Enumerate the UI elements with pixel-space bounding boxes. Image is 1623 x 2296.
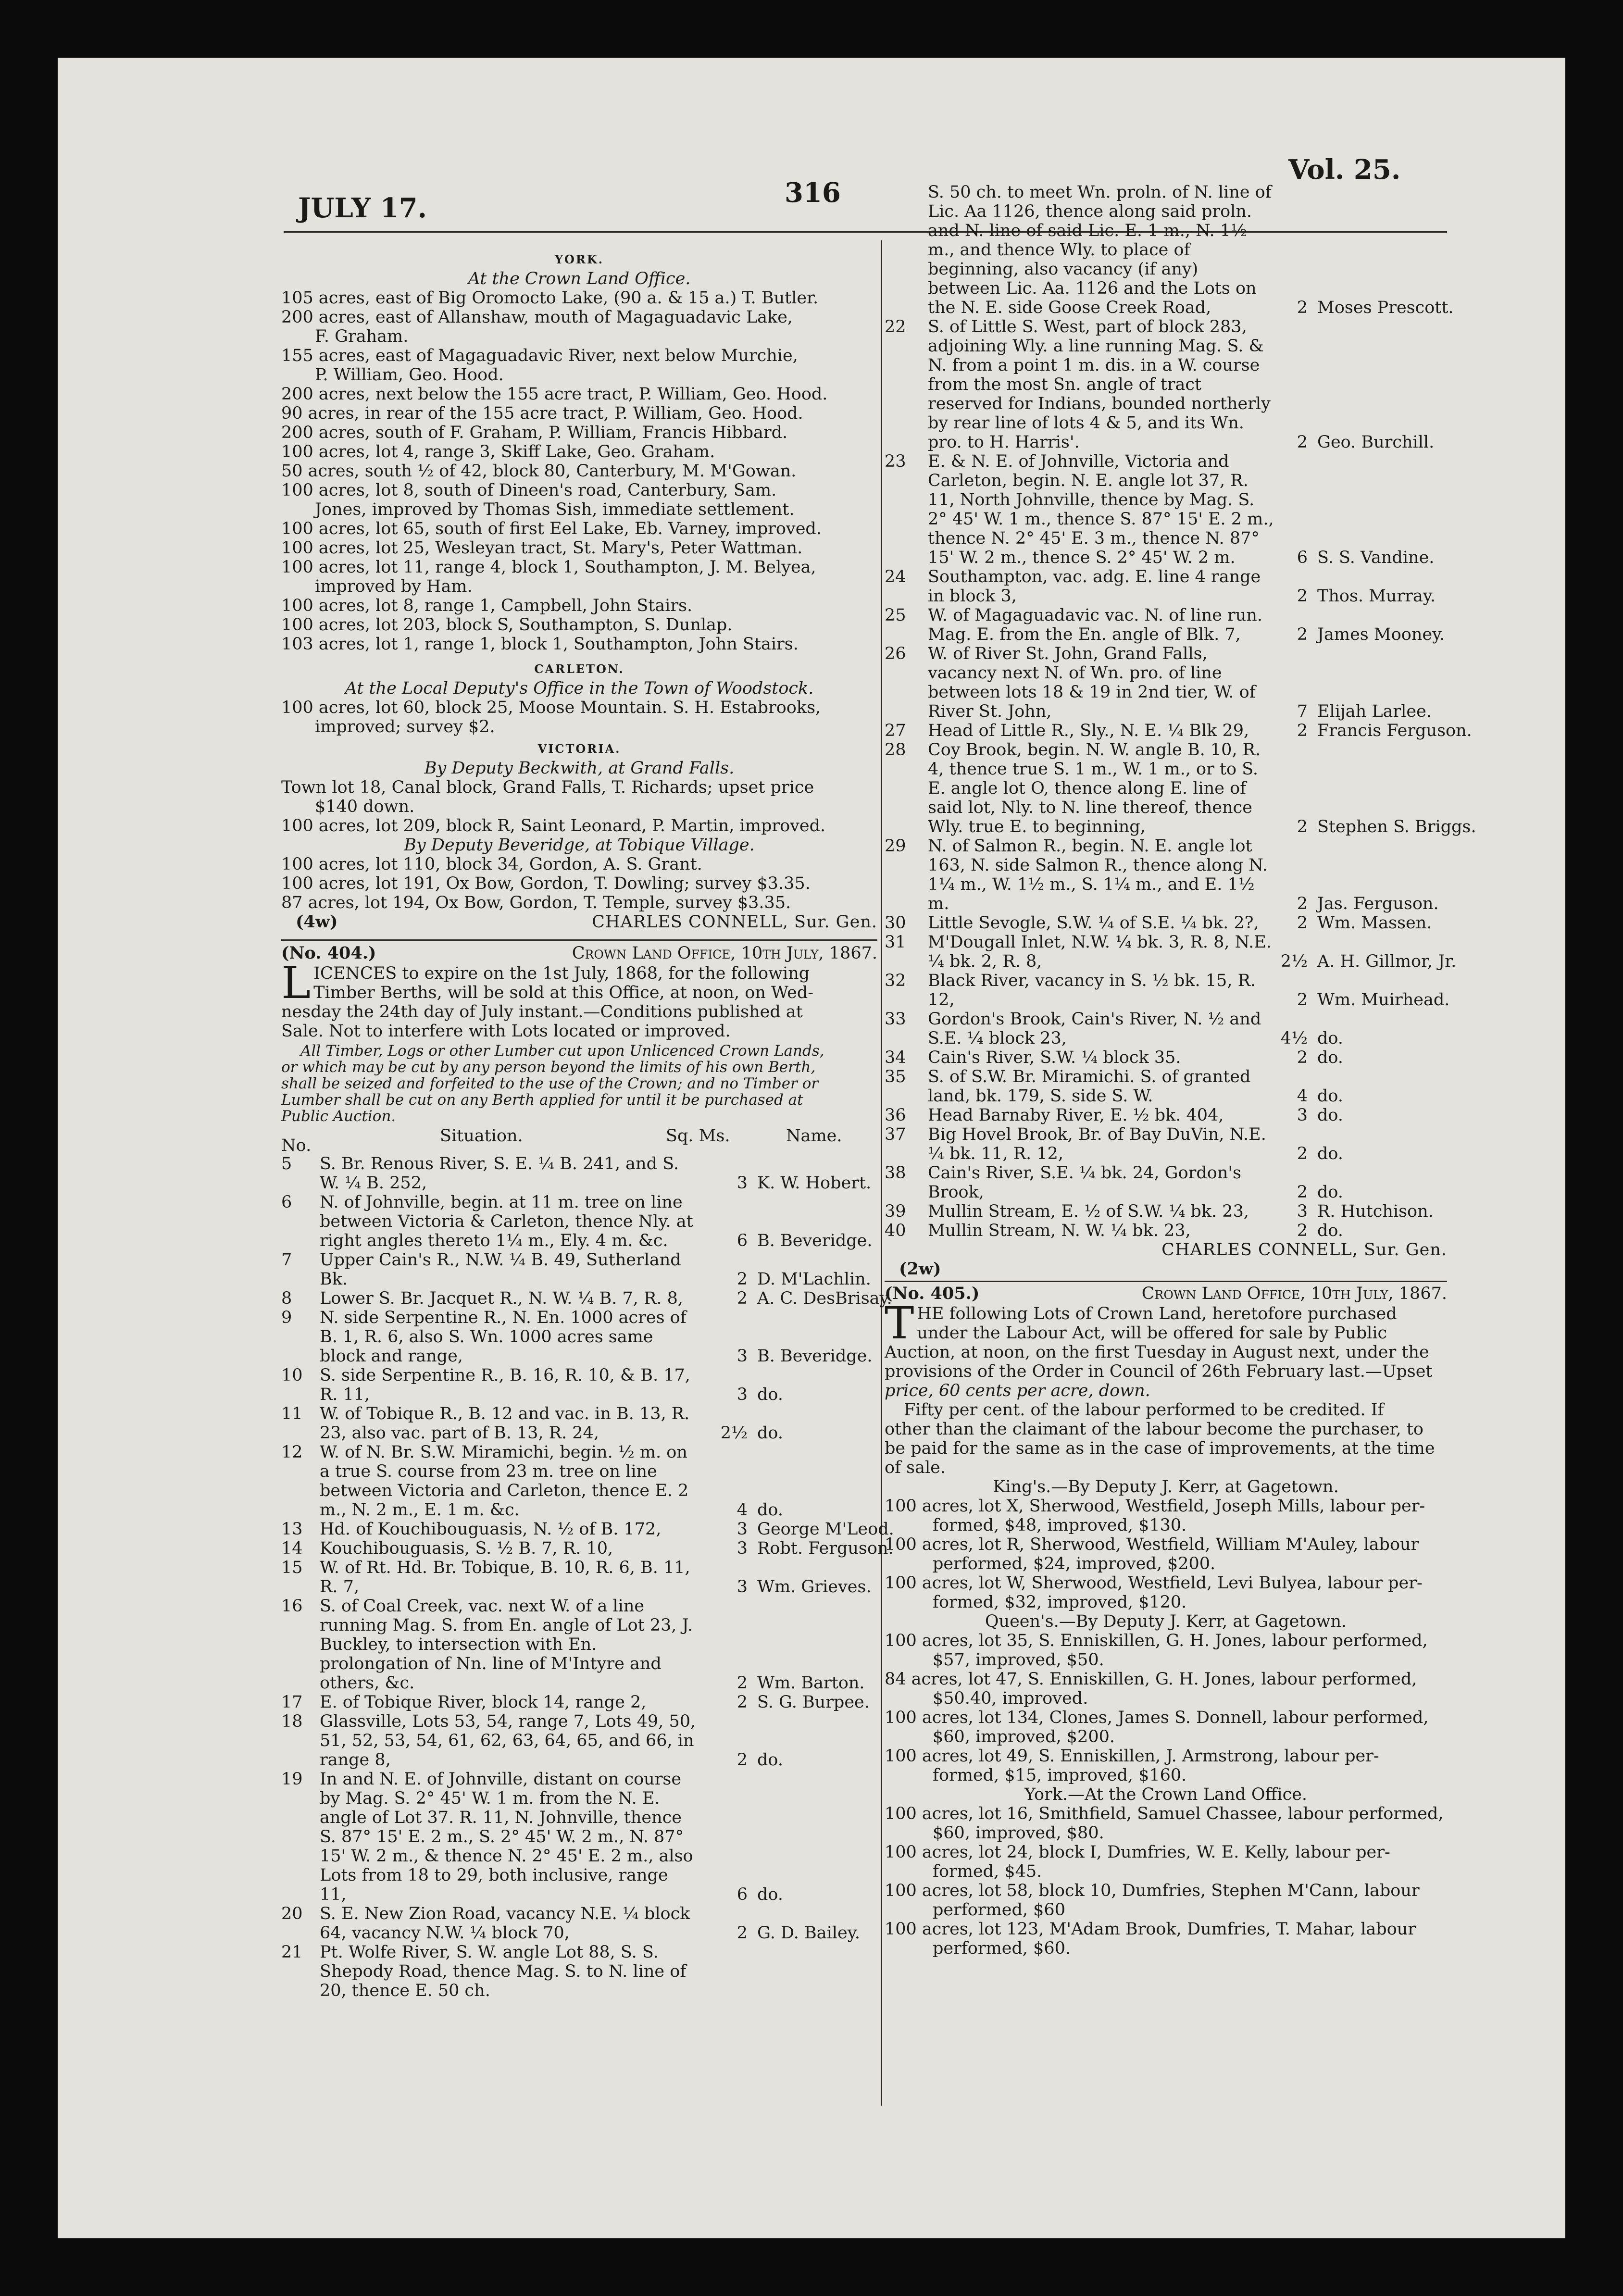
left-column — [281, 250, 894, 2000]
table-row — [885, 1221, 1447, 1240]
col-sq: Sq. Ms. — [666, 1126, 730, 1146]
row-name: do. — [1317, 1029, 1343, 1048]
kings-line: formed, $32, improved, $120. — [933, 1593, 1187, 1612]
row-situation: Gordon's Brook, Cain's River, N. ½ and S.E. ¼ block 23, — [928, 1010, 1261, 1048]
york-line: 200 acres, east of Allanshaw, mouth of Magaguadavic Lake, — [281, 308, 793, 327]
york-heading-right: York.—At the Crown Land Office. — [1024, 1785, 1308, 1804]
row-name: do. — [1317, 1086, 1343, 1106]
row-situation: Head Barnaby River, E. ½ bk. 404, — [928, 1106, 1224, 1125]
row-name: Wm. Massen. — [1317, 913, 1432, 933]
row-sq: 4 — [737, 1500, 748, 1520]
table-row — [281, 1904, 877, 1943]
carleton-office: At the Local Deputy's Office in the Town of Woodstock. — [345, 679, 814, 698]
row-situation: Cain's River, S.W. ¼ block 35. — [928, 1048, 1181, 1067]
york-list — [281, 288, 877, 654]
tobique-line: 87 acres, lot 194, Ox Bow, Gordon, T. Temple, survey $3.35. — [281, 893, 791, 912]
york-line: 100 acres, lot 25, Wesleyan tract, St. Mary's, Peter Wattman. — [281, 538, 803, 558]
row-name: S. S. Vandine. — [1317, 548, 1435, 567]
notice-line: price, 60 cents per acre, down. — [885, 1381, 1150, 1400]
row-no: 19 — [281, 1770, 303, 1789]
row-name: do. — [757, 1500, 783, 1520]
queens-line: 84 acres, lot 47, S. Enniskillen, G. H. Jones, labour performed, — [885, 1670, 1417, 1689]
row-situation: N. of Johnville, begin. at 11 m. tree on line between Victoria & Carleton, thence Nly. at right angles thereto 1¼ m., Ely. 4 m. &c. — [320, 1193, 693, 1250]
row-situation: S. E. New Zion Road, vacancy N.E. ¼ block 64, vacancy N.W. ¼ block 70, — [320, 1904, 690, 1943]
insertion-row — [885, 1260, 1447, 1279]
york-line: $60, improved, $80. — [933, 1823, 1104, 1843]
row-name: D. M'Lachlin. — [757, 1270, 871, 1289]
row-sq: 3 — [737, 1385, 748, 1404]
york-line: F. Graham. — [315, 327, 409, 346]
queens-line: $50.40, improved. — [933, 1689, 1088, 1708]
table-row — [885, 317, 1447, 452]
york-line: 100 acres, lot 123, M'Adam Brook, Dumfries, T. Mahar, labour — [885, 1920, 1416, 1939]
warning-line: shall be seized and forfeited to the use of the Crown; and no Timber or — [281, 1075, 819, 1092]
row-no: 32 — [885, 971, 906, 990]
row-sq: 3 — [1297, 1202, 1308, 1221]
row-name: Robt. Ferguson. — [757, 1539, 894, 1558]
notice-number: (No. 405.) — [885, 1284, 980, 1303]
table-row — [281, 1539, 894, 1558]
row-name: Geo. Burchill. — [1317, 433, 1435, 452]
row-situation: S. of Little S. West, part of block 283, adjoining Wly. a line running Mag. S. & N. from a point 1 m. dis. in a W. course from the most Sn. angle of tract reserved for Indians, bounded northerly by rear line of lots 4 & 5, and its Wn. pro. to H. Harris'. — [928, 317, 1271, 452]
row-no: 27 — [885, 721, 906, 740]
table-row — [885, 913, 1447, 933]
row-no: 25 — [885, 606, 906, 625]
notice-405-head — [885, 1284, 1447, 1304]
row-sq: 2 — [1297, 298, 1308, 317]
row-name: do. — [757, 1885, 783, 1904]
row-name: do. — [757, 1385, 783, 1404]
row-name: Wm. Grieves. — [757, 1577, 872, 1597]
victoria-line: $140 down. — [315, 797, 415, 816]
row-name: do. — [1317, 1106, 1343, 1125]
row-situation: S. of Coal Creek, vac. next W. of a line running Mag. S. from En. angle of Lot 23, J. Buckley, to intersection with En. prolongation of Nn. line of M'Intyre and others, &c. — [320, 1597, 693, 1693]
table-row — [281, 1943, 877, 2000]
table-row — [281, 1154, 877, 1193]
row-no: 29 — [885, 836, 906, 856]
row-no: 24 — [885, 567, 906, 586]
queens-line: $60, improved, $200. — [933, 1727, 1115, 1747]
row-no: 12 — [281, 1443, 303, 1462]
notice-number: (No. 404.) — [281, 943, 376, 963]
table-row — [281, 1366, 877, 1404]
row-name: Elijah Larlee. — [1317, 702, 1432, 721]
row-name: K. W. Hobert. — [757, 1173, 872, 1193]
row-sq: 2 — [1297, 1183, 1308, 1202]
row-sq: 2½ — [1280, 952, 1308, 971]
row-sq: 2 — [1297, 990, 1308, 1010]
row-situation: Pt. Wolfe River, S. W. angle Lot 88, S. S. Shepody Road, thence Mag. S. to N. line of 20, thence E. 50 ch. — [320, 1943, 687, 2000]
row-sq: 2 — [1297, 721, 1308, 740]
row-no: 18 — [281, 1712, 303, 1731]
notice-office: Crown Land Office, 10th July, 1867. — [572, 944, 877, 963]
row-sq: 2 — [737, 1289, 748, 1308]
notice-line: provisions of the Order in Council of 26th February last.—Upset — [885, 1362, 1433, 1381]
york-line: 200 acres, next below the 155 acre tract, P. William, Geo. Hood. — [281, 385, 828, 404]
notice-404-body — [281, 957, 877, 1041]
row-no: 28 — [885, 740, 906, 760]
insertion-mark: (2w) — [899, 1259, 941, 1279]
row-no: 21 — [281, 1943, 303, 1962]
row-situation: S. side Serpentine R., B. 16, R. 10, & B. 17, R. 11, — [320, 1366, 690, 1404]
queens-line: formed, $15, improved, $160. — [933, 1766, 1187, 1785]
table-row — [885, 721, 1472, 740]
table-row — [885, 1010, 1447, 1048]
row-sq: 2 — [737, 1270, 748, 1289]
carleton-line: improved; survey $2. — [315, 717, 495, 736]
row-name: do. — [757, 1423, 783, 1443]
york-line: 103 acres, lot 1, range 1, block 1, Southampton, John Stairs. — [281, 635, 799, 654]
kings-line: performed, $24, improved, $200. — [933, 1554, 1216, 1573]
notice-line: Timber Berths, will be sold at this Office, at noon, on Wed- — [313, 983, 814, 1002]
queens-line: $57, improved, $50. — [933, 1650, 1104, 1670]
row-name: George M'Leod. — [757, 1520, 894, 1539]
row-situation: Upper Cain's R., N.W. ¼ B. 49, Sutherland Bk. — [320, 1250, 681, 1289]
table-row — [281, 1250, 877, 1289]
row-no: 5 — [281, 1154, 292, 1173]
table-row — [281, 1193, 877, 1250]
notice-rule — [281, 939, 877, 941]
carleton-heading: CARLETON. — [534, 662, 624, 676]
row-situation: E. of Tobique River, block 14, range 2, — [320, 1693, 647, 1712]
row-situation: W. of Tobique R., B. 12 and vac. in B. 13, R. 23, also vac. part of B. 13, R. 24, — [320, 1404, 690, 1443]
warning-line: All Timber, Logs or other Lumber cut upon Unlicenced Crown Lands, — [300, 1042, 824, 1060]
table-row — [885, 644, 1447, 721]
queens-line: 100 acres, lot 134, Clones, James S. Donnell, labour performed, — [885, 1708, 1429, 1727]
row-sq: 2 — [1297, 1048, 1308, 1067]
york-line: 100 acres, lot 65, south of first Eel Lake, Eb. Varney, improved. — [281, 519, 822, 538]
row-sq: 2 — [1297, 913, 1308, 933]
row-situation: W. of River St. John, Grand Falls, vacancy next N. of Wn. pro. of line between lots 18 & 19 in 2nd tier, W. of River St. John, — [928, 644, 1256, 721]
row-name: Wm. Muirhead. — [1317, 990, 1450, 1010]
york-line: performed, $60. — [933, 1939, 1071, 1958]
row-situation: S. 50 ch. to meet Wn. proln. of N. line of Lic. Aa 1126, thence along said proln. and N. line of said Lic. E. 1 m., N. 1½ m., and thence Wly. to place of beginning, also vacancy (if any) between Lic. Aa. 1126 and the Lots on the N. E. side Goose Creek Road, — [928, 183, 1272, 317]
row-no: 36 — [885, 1106, 906, 1125]
kings-line: 100 acres, lot X, Sherwood, Westfield, Joseph Mills, labour per- — [885, 1497, 1425, 1516]
row-situation: Mullin Stream, E. ½ of S.W. ¼ bk. 23, — [928, 1202, 1249, 1221]
row-situation: W. of Magaguadavic vac. N. of line run. Mag. E. from the En. angle of Blk. 7, — [928, 606, 1263, 644]
row-situation: Mullin Stream, N. W. ¼ bk. 23, — [928, 1221, 1191, 1240]
row-sq: 2 — [1297, 433, 1308, 452]
notice-line: other than the claimant of the labour become the purchaser, to — [885, 1420, 1423, 1439]
queens-heading: Queen's.—By Deputy J. Kerr, at Gagetown. — [985, 1612, 1347, 1631]
table-row — [885, 1125, 1447, 1163]
row-name: do. — [1317, 1144, 1343, 1163]
drop-initial: L — [281, 957, 311, 1009]
table-row — [281, 1404, 877, 1443]
row-no: 33 — [885, 1010, 906, 1029]
row-name: do. — [1317, 1048, 1343, 1067]
row-sq: 3 — [737, 1539, 748, 1558]
row-situation: Head of Little R., Sly., N. E. ¼ Blk 29, — [928, 721, 1249, 740]
table-header — [281, 1126, 877, 1155]
table-row — [885, 567, 1447, 606]
issue-date: JULY 17. — [298, 192, 427, 224]
row-situation: Southampton, vac. adg. E. line 4 range in block 3, — [928, 567, 1261, 606]
notice-line: Fifty per cent. of the labour performed to be credited. If — [904, 1400, 1384, 1420]
table-row — [281, 1289, 892, 1308]
tobique-deputy: By Deputy Beveridge, at Tobique Village. — [404, 836, 755, 855]
york-line: 200 acres, south of F. Graham, P. William, Francis Hibbard. — [281, 423, 788, 442]
york-line: 100 acres, lot 58, block 10, Dumfries, Stephen M'Cann, labour — [885, 1881, 1420, 1900]
row-name: B. Beveridge. — [757, 1231, 873, 1250]
table-row — [885, 1048, 1447, 1067]
york-line: 100 acres, lot 8, range 1, Campbell, John Stairs. — [281, 596, 693, 615]
york-line: 100 acres, lot 8, south of Dineen's road, Canterbury, Sam. — [281, 481, 777, 500]
victoria-deputy: By Deputy Beckwith, at Grand Falls. — [424, 759, 735, 778]
timber-table-left — [281, 1154, 894, 2000]
table-row — [885, 183, 1454, 317]
row-no: 31 — [885, 933, 906, 952]
page-number: 316 — [785, 177, 841, 209]
row-name: do. — [1317, 1183, 1343, 1202]
table-row — [885, 1202, 1447, 1221]
row-sq: 3 — [1297, 1106, 1308, 1125]
row-sq: 3 — [737, 1173, 748, 1193]
york-line: P. William, Geo. Hood. — [315, 365, 504, 385]
volume-number: Vol. 25. — [1288, 154, 1401, 186]
row-situation: Little Sevogle, S.W. ¼ of S.E. ¼ bk. 2?, — [928, 913, 1259, 933]
row-no: 16 — [281, 1597, 303, 1616]
row-situation: W. of N. Br. S.W. Miramichi, begin. ½ m. on a true S. course from 23 m. tree on line between Victoria and Carleton, thence E. 2 m., N. 2 m., E. 1 m. &c. — [320, 1443, 689, 1520]
row-situation: Cain's River, S.E. ¼ bk. 24, Gordon's Brook, — [928, 1163, 1241, 1202]
victoria-line: Town lot 18, Canal block, Grand Falls, T. Richards; upset price — [281, 778, 814, 797]
row-no: 20 — [281, 1904, 303, 1923]
row-name: do. — [757, 1750, 783, 1770]
row-no: 8 — [281, 1289, 292, 1308]
row-situation: Lower S. Br. Jacquet R., N. W. ¼ B. 7, R. 8, — [320, 1289, 684, 1308]
row-no: 26 — [885, 644, 906, 663]
insertion-mark: (4w) — [296, 912, 338, 932]
signature: CHARLES CONNELL, Sur. Gen. — [592, 912, 877, 932]
table-row — [281, 1597, 877, 1693]
row-name: Stephen S. Briggs. — [1317, 817, 1476, 836]
row-situation: S. Br. Renous River, S. E. ¼ B. 241, and S. W. ¼ B. 252, — [320, 1154, 679, 1193]
signature: CHARLES CONNELL, Sur. Gen. — [1161, 1240, 1447, 1260]
row-name: James Mooney. — [1317, 625, 1445, 644]
table-row — [281, 1770, 877, 1904]
row-name: Thos. Murray. — [1317, 586, 1436, 606]
row-situation: In and N. E. of Johnville, distant on course by Mag. S. 2° 45' W. 1 m. from the N. E. angle of Lot 37. R. 11, N. Johnville, thence S. 87° 15' E. 2 m., S. 2° 45' W. 2 m., N. 87° 15' W. 2 m., & thence N. 2° 45' E. 2 m., also Lots from 18 to 29, both inclusive, range 11, — [320, 1770, 693, 1904]
row-situation: Big Hovel Brook, Br. of Bay DuVin, N.E. ¼ bk. 11, R. 12, — [928, 1125, 1266, 1163]
row-no: 11 — [281, 1404, 303, 1423]
victoria-line: 100 acres, lot 209, block R, Saint Leonard, P. Martin, improved. — [281, 816, 826, 836]
right-column — [885, 183, 1476, 1958]
york-line: 100 acres, lot 11, range 4, block 1, Southampton, J. M. Belyea, — [281, 558, 816, 577]
col-situation: Situation. — [440, 1126, 523, 1146]
york-heading: YORK. — [554, 252, 604, 266]
row-no: 15 — [281, 1558, 303, 1577]
row-situation: E. & N. E. of Johnville, Victoria and Carleton, begin. N. E. angle lot 37, R. 11, North Johnville, thence by Mag. S. 2° 45' W. 1 m., thence S. 87° 15' E. 2 m., thence N. 2° 45' E. 3 m., thence N. 87° 15' W. 2 m., thence S. 2° 45' W. 2 m. — [928, 452, 1274, 567]
row-no: 34 — [885, 1048, 906, 1067]
drop-initial: T — [885, 1298, 914, 1349]
notice-rule — [885, 1281, 1447, 1282]
row-sq: 4½ — [1280, 1029, 1308, 1048]
row-no: 6 — [281, 1193, 292, 1212]
notice-line: nesday the 24th day of July instant.—Conditions published at — [281, 1002, 803, 1022]
row-name: A. H. Gillmor, Jr. — [1317, 952, 1457, 971]
row-name: S. G. Burpee. — [757, 1693, 870, 1712]
row-no: 9 — [281, 1308, 292, 1327]
row-no: 13 — [281, 1520, 303, 1539]
row-name: Francis Ferguson. — [1317, 721, 1472, 740]
row-no: 10 — [281, 1366, 303, 1385]
warning-line: or which may be cut by any person beyond the limits of his own Berth, — [281, 1059, 816, 1076]
york-line: improved by Ham. — [315, 577, 473, 596]
warning-line: Public Auction. — [281, 1108, 396, 1125]
row-sq: 7 — [1297, 702, 1308, 721]
york-line: 50 acres, south ½ of 42, block 80, Canterbury, M. M'Gowan. — [281, 462, 797, 481]
notice-line: ICENCES to expire on the 1st July, 1868, for the following — [313, 964, 810, 983]
row-name: A. C. DesBrisay. — [757, 1289, 892, 1308]
row-name: Jas. Ferguson. — [1317, 894, 1439, 913]
queens-line: 100 acres, lot 49, S. Enniskillen, J. Armstrong, labour per- — [885, 1747, 1379, 1766]
york-line: 155 acres, east of Magaguadavic River, next below Murchie, — [281, 346, 798, 365]
tobique-line: 100 acres, lot 191, Ox Bow, Gordon, T. Dowling; survey $3.35. — [281, 874, 811, 893]
table-row — [885, 971, 1450, 1010]
kings-line: formed, $48, improved, $130. — [933, 1516, 1187, 1535]
row-sq: 2½ — [720, 1423, 748, 1443]
row-sq: 2 — [1297, 625, 1308, 644]
col-no: No. — [281, 1136, 312, 1155]
york-line: performed, $60 — [933, 1900, 1065, 1920]
row-sq: 6 — [1297, 548, 1308, 567]
signature-row — [281, 912, 877, 934]
row-situation: Glassville, Lots 53, 54, range 7, Lots 49, 50, 51, 52, 53, 54, 61, 62, 63, 64, 65, and 66, in range 8, — [320, 1712, 696, 1770]
table-row — [885, 1067, 1447, 1106]
row-sq: 4 — [1297, 1086, 1308, 1106]
row-name: do. — [1317, 1221, 1343, 1240]
victoria-heading: VICTORIA. — [537, 742, 621, 756]
notice-office: Crown Land Office, 10th July, 1867. — [1141, 1284, 1447, 1303]
york-line: formed, $45. — [933, 1862, 1042, 1881]
row-situation: W. of Rt. Hd. Br. Tobique, B. 10, R. 6, B. 11, R. 7, — [320, 1558, 690, 1597]
table-row — [885, 452, 1447, 567]
table-row — [885, 1163, 1447, 1202]
row-name: Moses Prescott. — [1317, 298, 1454, 317]
row-no: 14 — [281, 1539, 303, 1558]
row-sq: 2 — [1297, 586, 1308, 606]
row-no: 22 — [885, 317, 906, 337]
timber-table-right — [885, 317, 1476, 1240]
table-row — [885, 933, 1457, 971]
table-row — [281, 1558, 877, 1597]
york-line: 105 acres, east of Big Oromocto Lake, (90 a. & 15 a.) T. Butler. — [281, 288, 819, 308]
table-row — [885, 836, 1447, 913]
row-sq: 2 — [1297, 1221, 1308, 1240]
row-no: 38 — [885, 1163, 906, 1183]
row-situation: Coy Brook, begin. N. W. angle B. 10, R. 4, thence true S. 1 m., W. 1 m., or to S. E. angle lot O, thence along E. line of said lot, Nly. to N. line thereof, thence Wly. true E. to beginning, — [928, 740, 1261, 836]
row-situation: N. side Serpentine R., N. En. 1000 acres of B. 1, R. 6, also S. Wn. 1000 acres same block and range, — [320, 1308, 687, 1366]
row-name: B. Beveridge. — [757, 1347, 873, 1366]
york-line: 100 acres, lot 4, range 3, Skiff Lake, Geo. Graham. — [281, 442, 715, 462]
york-line: 100 acres, lot 24, block I, Dumfries, W. E. Kelly, labour per- — [885, 1843, 1390, 1862]
york-line: Jones, improved by Thomas Sish, immediate settlement. — [315, 500, 795, 519]
york-line: 90 acres, in rear of the 155 acre tract, P. William, Geo. Hood. — [281, 404, 803, 423]
york-line: 100 acres, lot 203, block S, Southampton, S. Dunlap. — [281, 615, 733, 635]
column-rule — [881, 240, 882, 2106]
row-no: 39 — [885, 1202, 906, 1221]
row-no: 37 — [885, 1125, 906, 1144]
row-name: Wm. Barton. — [757, 1673, 865, 1693]
notice-404-head — [281, 944, 877, 964]
row-situation: M'Dougall Inlet, N.W. ¼ bk. 3, R. 8, N.E. ¼ bk. 2, R. 8, — [928, 933, 1272, 971]
row-sq: 2 — [737, 1923, 748, 1943]
queens-line: 100 acres, lot 35, S. Enniskillen, G. H. Jones, labour performed, — [885, 1631, 1428, 1650]
table-row — [281, 1443, 877, 1520]
row-sq: 2 — [737, 1693, 748, 1712]
signature-row — [885, 1240, 1447, 1260]
row-no: 30 — [885, 913, 906, 933]
table-row — [885, 1106, 1447, 1125]
table-row — [281, 1520, 894, 1539]
row-sq: 6 — [737, 1231, 748, 1250]
notice-line: of sale. — [885, 1458, 946, 1477]
row-sq: 2 — [1297, 817, 1308, 836]
tobique-line: 100 acres, lot 110, block 34, Gordon, A. S. Grant. — [281, 855, 702, 874]
kings-heading: King's.—By Deputy J. Kerr, at Gagetown. — [993, 1477, 1339, 1497]
table-row — [885, 740, 1476, 836]
carleton-line: 100 acres, lot 60, block 25, Moose Mountain. S. H. Estabrooks, — [281, 698, 821, 717]
row-no: 35 — [885, 1067, 906, 1086]
row-situation: Black River, vacancy in S. ½ bk. 15, R. 12, — [928, 971, 1256, 1010]
kings-line: 100 acres, lot R, Sherwood, Westfield, William M'Auley, labour — [885, 1535, 1419, 1554]
notice-line: be paid for the same as in the case of improvements, at the time — [885, 1439, 1435, 1458]
table-row — [281, 1308, 877, 1366]
col-name: Name. — [786, 1126, 842, 1146]
row-no: 7 — [281, 1250, 292, 1270]
table-row — [281, 1712, 877, 1770]
row-situation: Kouchibouguasis, S. ½ B. 7, R. 10, — [320, 1539, 613, 1558]
warning — [281, 1043, 877, 1124]
row-name: R. Hutchison. — [1317, 1202, 1434, 1221]
kings-line: 100 acres, lot W, Sherwood, Westfield, Levi Bulyea, labour per- — [885, 1573, 1423, 1593]
notice-405-body — [885, 1298, 1447, 1477]
row-no: 23 — [885, 452, 906, 471]
row-no: 17 — [281, 1693, 303, 1712]
row-sq: 2 — [1297, 894, 1308, 913]
row-sq: 3 — [737, 1347, 748, 1366]
row-situation: N. of Salmon R., begin. N. E. angle lot 163, N. side Salmon R., thence along N. 1¼ m., W. 1½ m., S. 1¼ m., and E. 1½ m. — [928, 836, 1268, 913]
row-sq: 2 — [737, 1673, 748, 1693]
row-sq: 6 — [737, 1885, 748, 1904]
row-situation: S. of S.W. Br. Miramichi. S. of granted land, bk. 179, S. side S. W. — [928, 1067, 1251, 1106]
notice-line: Auction, at noon, on the first Tuesday in August next, under the — [885, 1343, 1429, 1362]
notice-line: HE following Lots of Crown Land, heretofore purchased — [917, 1304, 1397, 1323]
table-row — [885, 606, 1447, 644]
york-office: At the Crown Land Office. — [468, 269, 691, 288]
warning-line: Lumber shall be cut on any Berth applied for until it be purchased at — [281, 1091, 803, 1109]
row-sq: 3 — [737, 1520, 748, 1539]
row-sq: 2 — [737, 1750, 748, 1770]
row-sq: 3 — [737, 1577, 748, 1597]
york-line: 100 acres, lot 16, Smithfield, Samuel Chassee, labour performed, — [885, 1804, 1444, 1823]
notice-line: under the Labour Act, will be offered for sale by Public — [917, 1323, 1387, 1343]
row-name: G. D. Bailey. — [757, 1923, 860, 1943]
row-situation: Hd. of Kouchibouguasis, N. ½ of B. 172, — [320, 1520, 662, 1539]
row-no: 40 — [885, 1221, 906, 1240]
table-row — [281, 1693, 877, 1712]
row-sq: 2 — [1297, 1144, 1308, 1163]
notice-line: Sale. Not to interfere with Lots located or improved. — [281, 1022, 731, 1041]
